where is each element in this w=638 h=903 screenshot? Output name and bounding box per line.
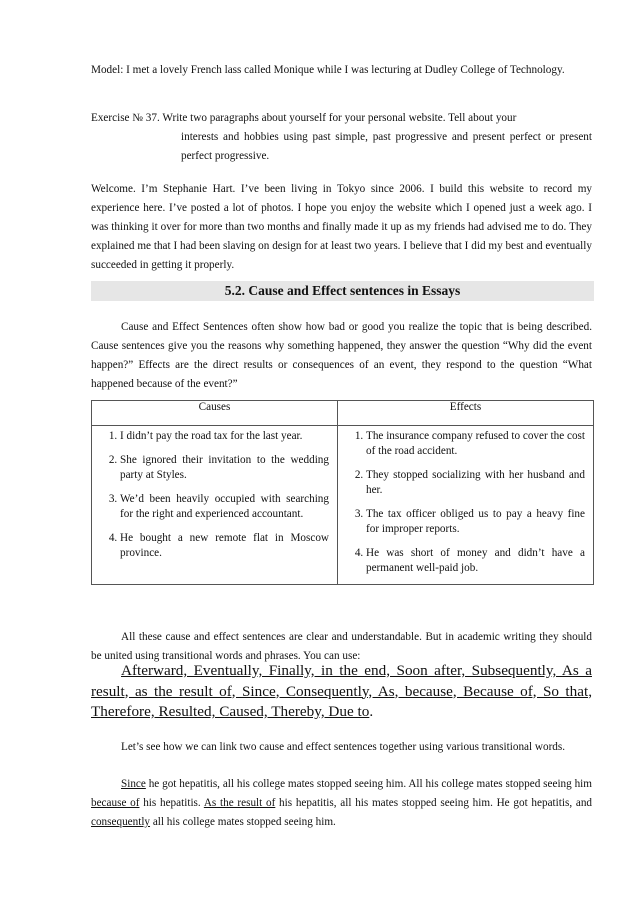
intro-paragraph: Cause and Effect Sentences often show how bad or good you realize the topic that is being described. Cause sentences give you the reasons why something happened, they answer the question “Why did the event happen?” Effects are the direct results or consequences of an event, they respond to the question “What happened because of the event?”	[91, 321, 592, 390]
because-of-keyword: because of	[91, 797, 140, 809]
example-text-2: his hepatitis.	[139, 797, 204, 809]
effect-item: 3. The tax officer obliged us to pay a heavy fine for improper reports.	[366, 507, 585, 537]
effect-item: 4. He was short of money and didn’t have a permanent well-paid job.	[366, 546, 585, 576]
effects-list	[344, 429, 585, 576]
effect-item: 1. The insurance company refused to cover the cost of the road accident.	[366, 429, 585, 459]
effects-header: Effects	[338, 401, 594, 426]
consequently-keyword: consequently	[91, 816, 151, 828]
effect-item: 2. They stopped socializing with her husband and her.	[366, 468, 585, 498]
cause-item: 4. He bought a new remote flat in Moscow province.	[120, 531, 329, 561]
table-body-row	[92, 426, 594, 585]
exercise-body: interests and hobbies using past simple, past progressive and present perfect or present perfect progressive.	[181, 131, 592, 162]
cause-effect-table	[91, 400, 594, 585]
cause-item: 2. She ignored their invitation to the wedding party at Styles.	[120, 453, 329, 483]
example-text-3: his hepatitis, all his mates stopped seeing him. He got hepatitis, and	[275, 797, 593, 809]
example-text-1: he got hepatitis, all his college mates stopped seeing him. All his college mates stopped seeing him	[145, 778, 592, 790]
transition-words-list	[91, 661, 592, 723]
cause-item: 1. I didn’t pay the road tax for the last year.	[120, 429, 329, 444]
transition-intro-paragraph: All these cause and effect sentences are clear and understandable. But in academic writing they should be united using transitional words and phrases. You can use:	[91, 631, 592, 662]
transition-words: Afterward, Eventually, Finally, in the end, Soon after, Subsequently, As a result, as the result of, Since, Consequently, As, because, Because of, So that, Therefore, Resulted, Caused, Thereby, Due to	[91, 662, 592, 720]
causes-header: Causes	[92, 401, 338, 426]
section-heading: 5.2. Cause and Effect sentences in Essays	[224, 283, 461, 298]
examples-paragraph	[91, 775, 592, 832]
causes-list	[98, 429, 329, 561]
cause-item: 3. We’d been heavily occupied with searching for the right and experienced accountant.	[120, 492, 329, 522]
as-the-result-of-keyword: As the result of	[203, 797, 276, 809]
exercise-label: Exercise № 37. Write two paragraphs about yourself for your personal website. Tell about your	[91, 112, 517, 124]
transition-words-end: .	[369, 703, 374, 720]
exercise-paragraph	[91, 109, 592, 166]
lets-see-paragraph: Let’s see how we can link two cause and effect sentences together using various transitional words.	[121, 741, 566, 753]
welcome-paragraph: Welcome. I’m Stephanie Hart. I’ve been living in Tokyo since 2006. I build this website to record my experience here. I’ve posted a lot of photos. I hope you enjoy the website which I opened just a week ago. I was thinking it over for more than two months and finally made it up as my friends had advised me to do. They explained me that I had been slaving on design for at least two years. I believe that I did my best and eventually succeeded in getting it properly.	[91, 183, 592, 271]
example-text-4: all his college mates stopped seeing him.	[150, 816, 336, 828]
model-paragraph: Model: I met a lovely French lass called Monique while I was lecturing at Dudley College of Technology.	[91, 64, 565, 76]
causes-cell	[92, 426, 338, 585]
table-header-row	[92, 401, 594, 426]
effects-cell	[338, 426, 594, 585]
since-keyword: Since	[121, 778, 146, 790]
